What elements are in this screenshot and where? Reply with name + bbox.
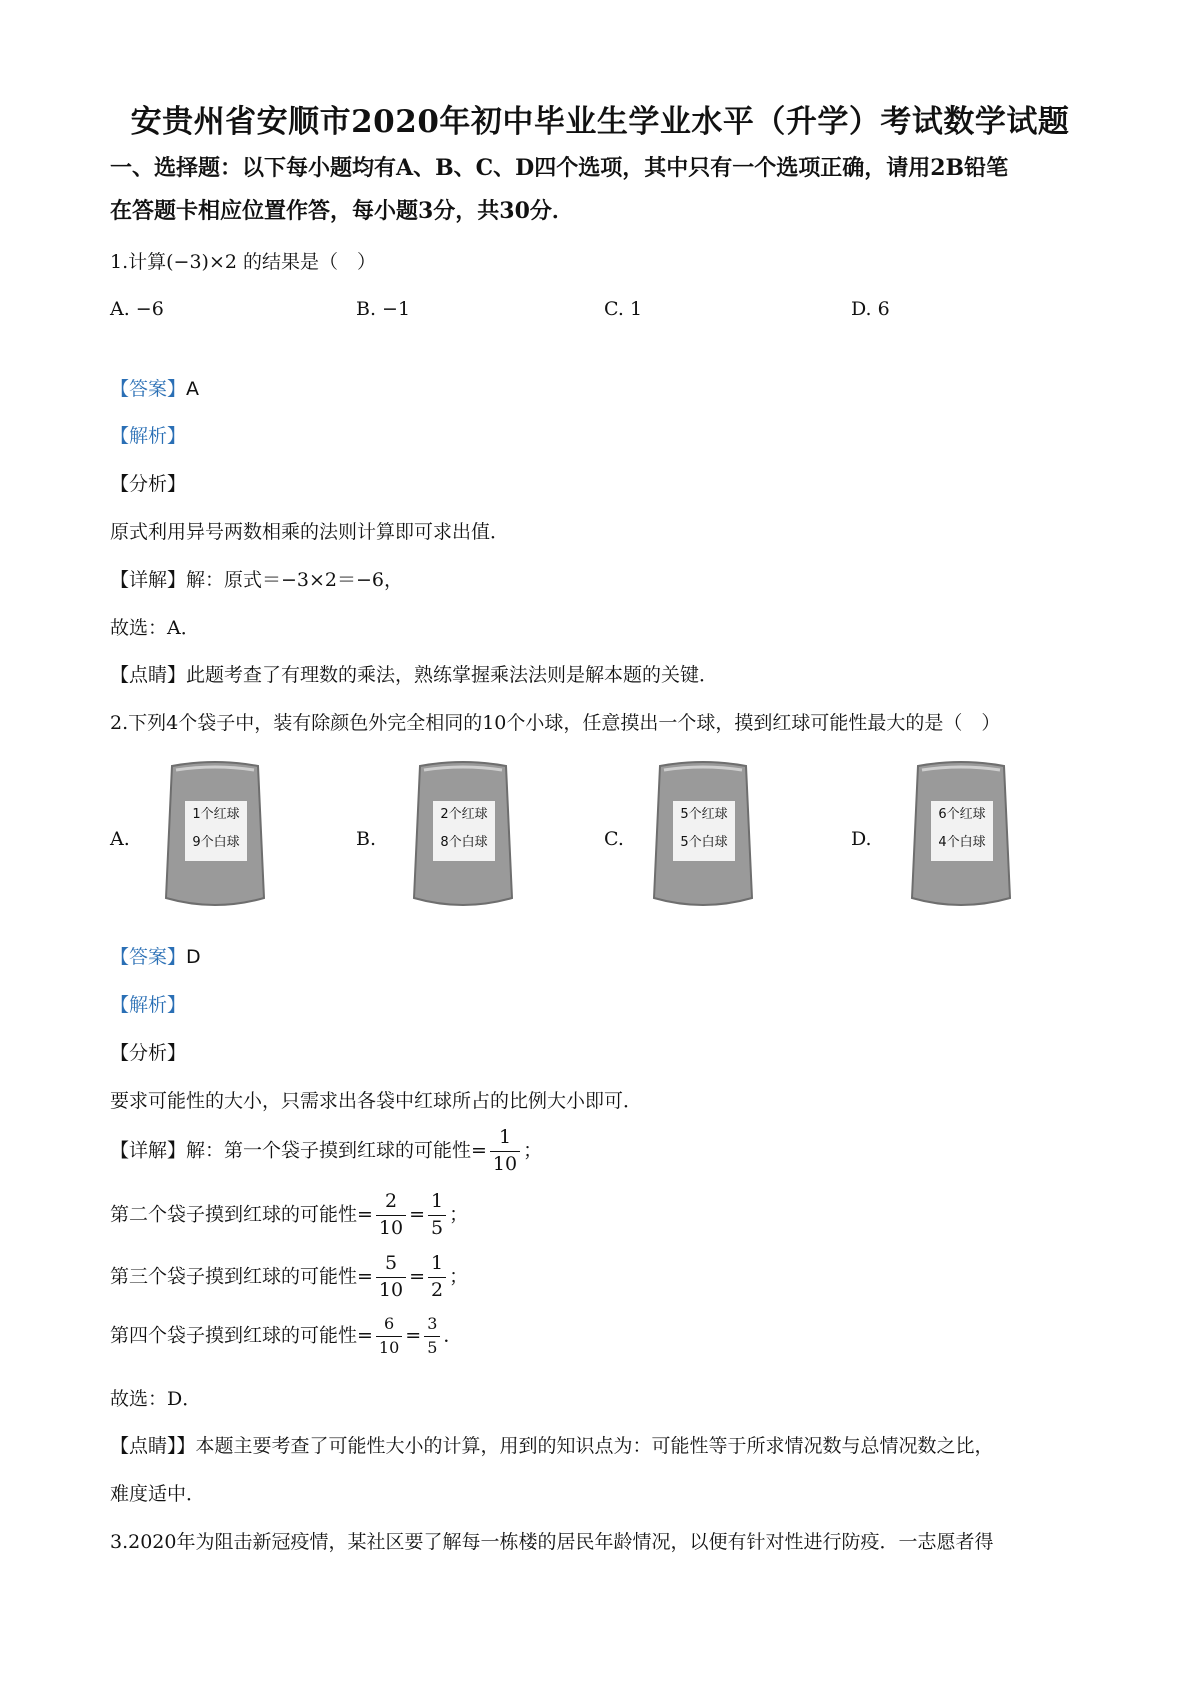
q1-analysis-tag: 【解析】: [110, 425, 187, 447]
q2-fenxi-tag: 【分析】: [110, 1042, 187, 1064]
q2-bag-a-red: 1个红球: [192, 807, 240, 822]
q2-fraction-4a: [376, 1316, 402, 1357]
q2-fraction-3a-num: 5: [376, 1254, 406, 1278]
q2-fraction-1: [490, 1128, 520, 1175]
q2-bag-d-image: [908, 760, 1014, 910]
q2-fraction-2b-den: 5: [431, 1216, 444, 1239]
q2-bag-b-white: 8个白球: [440, 835, 488, 850]
q2-fraction-4a-num: 6: [376, 1316, 402, 1337]
q2-detail-1: [110, 1128, 542, 1175]
q2-bag-a-white: 9个白球: [192, 835, 240, 850]
q1-choose: 故选：A．: [110, 617, 200, 639]
q1-stem: 1.计算(−3)×2 的结果是（ ）: [110, 251, 377, 273]
q1-option-b: B. −1: [356, 298, 411, 320]
q1-answer: [110, 374, 199, 401]
q2-option-d-letter: D.: [851, 828, 872, 850]
q2-bag-c-image: [650, 760, 756, 910]
q2-bag-d-label: [930, 800, 994, 862]
q1-option-c: C. 1: [604, 298, 643, 320]
q2-detail-3-eq: =: [409, 1265, 426, 1288]
q1-fenxi-text: 原式利用异号两数相乘的法则计算即可求出值．: [110, 521, 510, 543]
q2-fraction-4b-den: 5: [427, 1337, 438, 1357]
q2-option-a-letter: A.: [110, 828, 130, 850]
q2-bag-a-image: [162, 760, 268, 910]
q1-option-d: D. 6: [851, 298, 890, 320]
q2-detail-1-semicolon: ；: [523, 1139, 543, 1162]
q2-detail-1-text: 【详解】解：第一个袋子摸到红球的可能性=: [110, 1139, 487, 1162]
q2-fraction-3a-den: 10: [378, 1278, 404, 1301]
q2-bag-d-red: 6个红球: [938, 807, 986, 822]
q2-bag-c-red: 5个红球: [680, 807, 728, 822]
q2-detail-2-eq: =: [409, 1203, 426, 1226]
q2-fraction-2b: [428, 1192, 446, 1239]
q2-fraction-1-den: 10: [492, 1152, 518, 1175]
q2-fraction-2a-den: 10: [378, 1216, 404, 1239]
q2-detail-3-semicolon: ；: [449, 1265, 469, 1288]
q2-fraction-4b-num: 3: [424, 1316, 440, 1337]
q2-fraction-3b-den: 2: [431, 1278, 444, 1301]
q1-detail: 【详解】解：原式＝−3×2＝−6，: [110, 569, 404, 591]
q2-fenxi-text: 要求可能性的大小，只需求出各袋中红球所占的比例大小即可．: [110, 1090, 643, 1112]
q1-option-a: A. −6: [110, 298, 164, 320]
q2-fraction-3b-num: 1: [428, 1254, 446, 1278]
q1-comment: 【点睛】此题考查了有理数的乘法，熟练掌握乘法法则是解本题的关键．: [110, 664, 719, 686]
q3-stem: 3.2020年为阻击新冠疫情，某社区要了解每一栋楼的居民年龄情况，以便有针对性进行防疫．一志愿者得: [110, 1531, 994, 1553]
q2-bag-b-red: 2个红球: [440, 807, 488, 822]
q2-detail-3: [110, 1254, 468, 1301]
q2-fraction-3a: [376, 1254, 406, 1301]
q1-answer-tag: 【答案】: [110, 378, 187, 400]
q2-detail-3-text: 第三个袋子摸到红球的可能性=: [110, 1265, 373, 1288]
q2-detail-2: [110, 1192, 468, 1239]
q2-detail-4-period: ．: [443, 1324, 463, 1347]
section-instruction-line-1: 一、选择题：以下每小题均有A、B、C、D四个选项，其中只有一个选项正确，请用2B铅笔: [110, 155, 1009, 181]
q2-choose: 故选：D．: [110, 1388, 202, 1410]
q2-bag-c-label: [672, 800, 736, 862]
q2-detail-4-eq: =: [405, 1324, 422, 1347]
q2-detail-4: [110, 1316, 462, 1357]
page-title: 安贵州省安顺市2020年初中毕业生学业水平（升学）考试数学试题: [130, 104, 1070, 140]
q2-fraction-3b: [428, 1254, 446, 1301]
q2-bag-b-label: [432, 800, 496, 862]
q2-analysis-tag: 【解析】: [110, 994, 187, 1016]
q2-fraction-2a-num: 2: [376, 1192, 406, 1216]
q1-answer-value: A: [186, 378, 200, 400]
q2-bag-d-white: 4个白球: [938, 835, 986, 850]
q1-fenxi-tag: 【分析】: [110, 473, 187, 495]
section-instruction-line-2: 在答题卡相应位置作答，每小题3分，共30分．: [110, 198, 574, 224]
q2-detail-2-semicolon: ；: [449, 1203, 469, 1226]
q2-fraction-4b: [424, 1316, 440, 1357]
q2-bag-a-label: [184, 800, 248, 862]
q2-detail-2-text: 第二个袋子摸到红球的可能性=: [110, 1203, 373, 1226]
q2-option-c-letter: C.: [604, 828, 624, 850]
q2-detail-4-text: 第四个袋子摸到红球的可能性=: [110, 1324, 373, 1347]
q2-bag-b-image: [410, 760, 516, 910]
q2-stem: 2.下列4个袋子中，装有除颜色外完全相同的10个小球，任意摸出一个球，摸到红球可能性最大的是（ ）: [110, 712, 1001, 734]
q2-answer: [110, 942, 201, 969]
q2-fraction-2b-num: 1: [428, 1192, 446, 1216]
q2-answer-value: D: [186, 946, 201, 968]
q2-fraction-2a: [376, 1192, 406, 1239]
q2-comment-line-2: 难度适中．: [110, 1483, 206, 1505]
q2-answer-tag: 【答案】: [110, 946, 187, 968]
q2-bag-c-white: 5个白球: [680, 835, 728, 850]
q2-comment-line-1: 【点睛】】本题主要考查了可能性大小的计算，用到的知识点为：可能性等于所求情况数与总情况数之比，: [110, 1435, 994, 1457]
q2-fraction-4a-den: 10: [378, 1337, 400, 1357]
q2-option-b-letter: B.: [356, 828, 377, 850]
q2-fraction-1-num: 1: [490, 1128, 520, 1152]
